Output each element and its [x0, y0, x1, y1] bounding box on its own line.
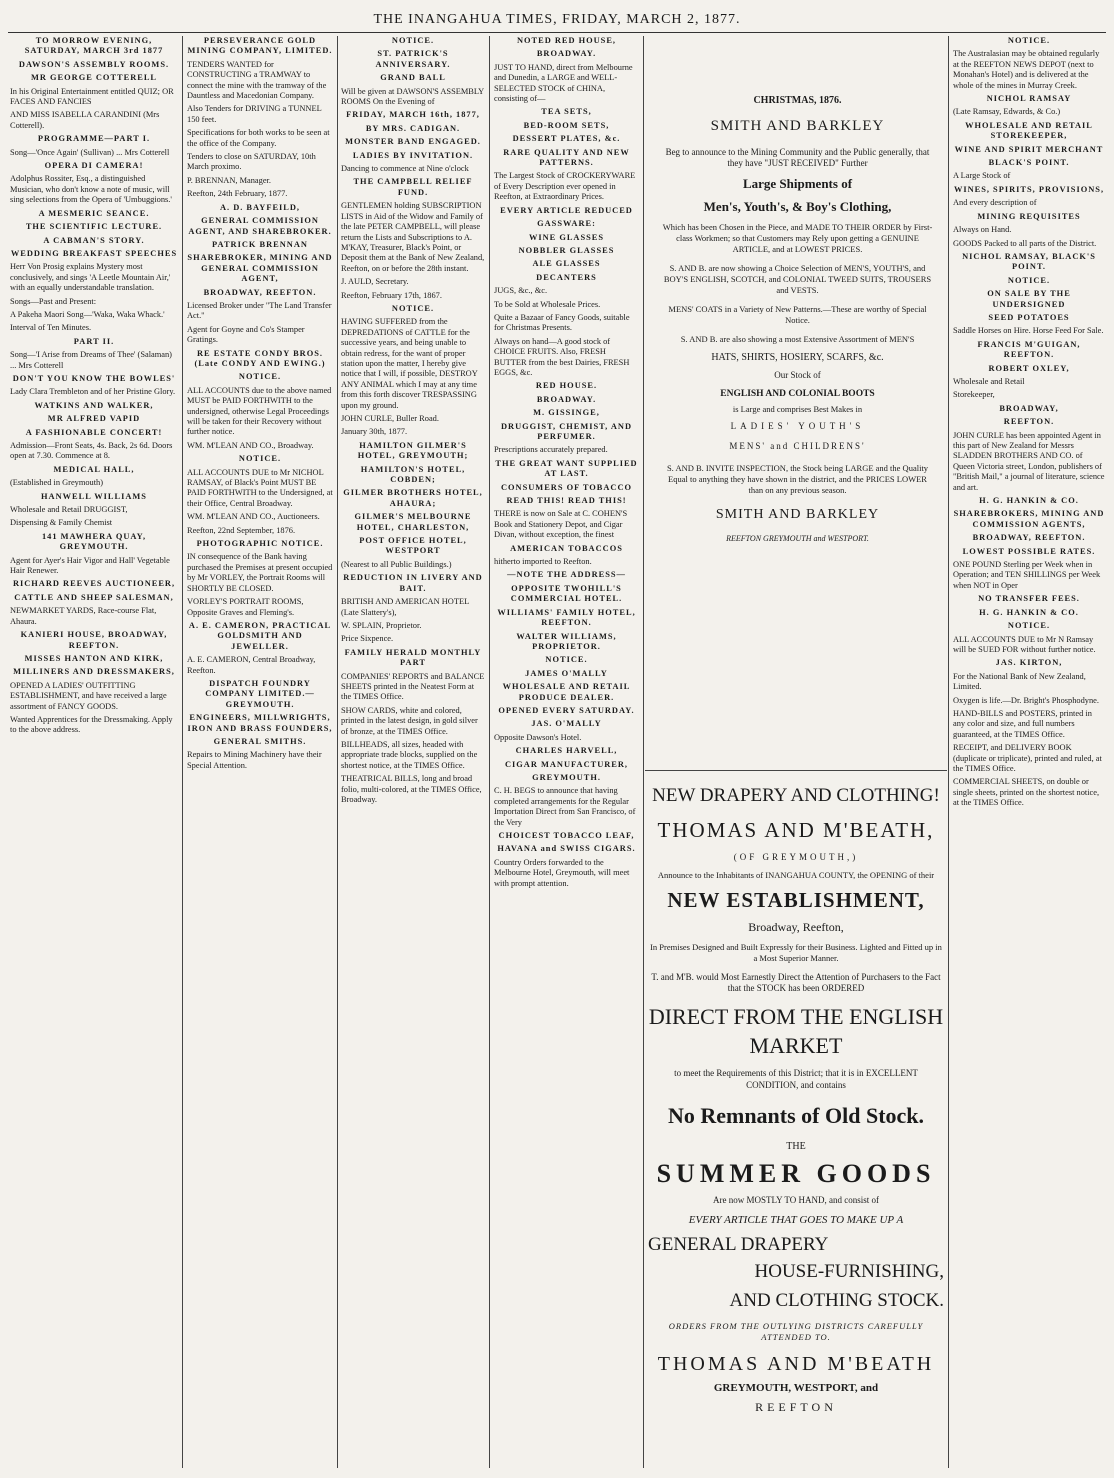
ad-line: LADIES' YOUTH'S — [730, 421, 865, 432]
text-block: VORLEY'S PORTRAIT ROOMS, Opposite Graves and Fleming's. — [187, 597, 304, 617]
ad-line: ORDERS FROM THE OUTLYING DISTRICTS CAREFULLY ATTENDED TO. — [668, 1321, 924, 1343]
text-block: Lady Clara Trembleton and of her Pristine Glory. — [10, 387, 176, 397]
text-block: GILMER'S MELBOURNE HOTEL, CHARLESTON, — [354, 512, 472, 532]
text-block: Repairs to Mining Machinery have their Special Attention. — [187, 750, 322, 770]
text-block: TENDERS WANTED for CONSTRUCTING a TRAMWAY to connect the mine with the tramway of the Dauntless and Macedonian Company. — [187, 59, 327, 101]
text-block: Tenders to close on SATURDAY, 10th March proximo. — [187, 152, 316, 172]
text-block: FAMILY HERALD MONTHLY PART — [344, 647, 482, 668]
ad-line: to meet the Requirements of this District; that it is in EXCELLENT CONDITION, and contains — [674, 1068, 918, 1091]
ad-line: DIRECT FROM THE ENGLISH MARKET — [648, 1004, 944, 1058]
text-block: TO MORROW EVENING, SATURDAY, MARCH 3rd 1877 — [24, 36, 164, 56]
column-1 — [10, 36, 178, 1468]
text-block: For the National Bank of New Zealand, Limited. — [953, 671, 1086, 692]
text-block: Opposite Dawson's Hotel. — [494, 732, 582, 742]
ad-line: AND CLOTHING STOCK. — [729, 1289, 944, 1311]
text-block: THEATRICAL BILLS, long and broad folio, multi-colored, at the TIMES Office, Broadway. — [341, 774, 482, 804]
ad-line: T. and M'B. would Most Earnestly Direct the Attention of Purchasers to the Fact that the STOCK has been ORDERED — [651, 971, 941, 994]
text-block: ALE GLASSES — [532, 259, 601, 269]
ad-line: Our Stock of — [774, 370, 821, 381]
text-block: A MESMERIC SEANCE. — [38, 208, 150, 218]
text-block: EVERY ARTICLE REDUCED — [500, 205, 633, 215]
text-block: OPENED A LADIES' OUTFITTING ESTABLISHMENT, and have received a large assortment of FANCY GOODS. — [10, 680, 167, 711]
text-block: SEED POTATOES — [988, 312, 1070, 322]
text-block: Agent for Goyne and Co's Stamper Gratings. — [187, 324, 305, 345]
text-block: Wholesale and Retail — [953, 376, 1025, 386]
text-block: MONSTER BAND ENGAGED. — [345, 137, 481, 147]
ad-line: Are now MOSTLY TO HAND, and consist of — [713, 1195, 879, 1206]
text-block: Prescriptions accurately prepared. — [494, 445, 608, 455]
ad-line: MENS' COATS in a Variety of New Patterns.—These are worthy of Special Notice. — [668, 304, 927, 326]
text-block: Agent for Ayer's Hair Vigor and Hall' Vegetable Hair Renewer. — [10, 555, 170, 576]
text-block: OPERA DI CAMERA! — [44, 161, 144, 171]
text-block: CIGAR MANUFACTURER, — [504, 759, 629, 769]
text-block: W. SPLAIN, Proprietor. — [341, 620, 422, 630]
thomas-mbeath-ad — [648, 778, 944, 1468]
text-block: WM. M'LEAN AND CO., Broadway. — [187, 440, 314, 450]
ad-line: In Premises Designed and Built Expressly for their Business. Lighted and Fitted up in a Most Superior Manner. — [650, 941, 942, 963]
text-block: 141 MAWHERA QUAY, GREYMOUTH. — [41, 531, 147, 552]
text-block: P. BRENNAN, Manager. — [187, 175, 271, 185]
text-block: PART II. — [73, 336, 115, 346]
text-block: WM. M'LEAN AND CO., Auctioneers. — [187, 512, 320, 522]
text-block: A. E. CAMERON, PRACTICAL GOLDSMITH AND JEWELLER. — [188, 620, 332, 651]
text-block: WILLIAMS' FAMILY HOTEL, REEFTON. — [497, 607, 636, 628]
text-block: BED-ROOM SETS, — [523, 120, 610, 130]
text-block: Reefton, February 17th, 1867. — [341, 290, 442, 300]
text-block: ENGINEERS, MILLWRIGHTS, IRON AND BRASS FOUNDERS, — [187, 713, 333, 733]
text-block: Country Orders forwarded to the Melbourne Hotel, Greymouth, will meet with prompt attention. — [494, 857, 630, 888]
text-block: ROBERT OXLEY, — [988, 363, 1070, 373]
text-block: GENERAL SMITHS. — [213, 736, 307, 746]
text-block: NOTICE. — [545, 655, 588, 665]
ad-line: NEW DRAPERY AND CLOTHING! — [652, 785, 940, 806]
text-block: NOBBLER GLASSES — [518, 245, 615, 255]
text-block: Interval of Ten Minutes. — [10, 323, 92, 333]
text-block: REDUCTION IN LIVERY AND BAIT. — [343, 573, 483, 593]
text-block: GREYMOUTH. — [532, 772, 601, 782]
text-block: DESSERT PLATES, &c. — [512, 134, 621, 144]
ad-line: MENS' and CHILDRENS' — [729, 440, 866, 451]
text-block: REEFTON. — [1003, 417, 1055, 427]
text-block: NOTICE. — [238, 454, 282, 464]
text-block: Song—'Once Again' (Sullivan) ... Mrs Cotterell — [10, 147, 170, 157]
text-block: (Established in Greymouth) — [10, 478, 104, 488]
ad-line: No Remnants of Old Stock. — [667, 1102, 925, 1128]
text-block: JOHN CURLE has been appointed Agent in this part of New Zealand for Messrs SLADDEN BROTHERS AND CO. of Queen Victoria street, London, publishers of "British Mail," a journal of literature, science and art. — [953, 430, 1105, 492]
text-block: hitherto imported to Reefton. — [494, 557, 592, 567]
smith-barkley-ad — [660, 92, 935, 752]
text-block: NO TRANSFER FEES. — [978, 594, 1080, 604]
text-block: RARE QUALITY AND NEW PATTERNS. — [503, 147, 630, 168]
text-block: JUGS, &c., &c. — [494, 286, 548, 296]
text-block: SHAREBROKERS, MINING AND COMMISSION AGENTS, — [953, 509, 1105, 529]
text-block: JAMES O'MALLY — [525, 668, 608, 678]
text-block: GOODS Packed to all parts of the District. — [953, 238, 1097, 248]
text-block: J. AULD, Secretary. — [341, 277, 409, 287]
ad-line: EVERY ARTICLE THAT GOES TO MAKE UP A — [688, 1213, 904, 1226]
text-block: H. G. HANKIN & CO. — [979, 607, 1079, 617]
text-block: —NOTE THE ADDRESS— — [507, 570, 626, 580]
text-block: Always on Hand. — [953, 225, 1012, 235]
text-block: Oxygen is life.—Dr. Bright's Phosphodyne. — [953, 695, 1099, 705]
text-block: GASSWARE: — [537, 219, 596, 229]
text-block: BROADWAY, REEFTON. — [972, 533, 1086, 543]
column-2 — [187, 36, 333, 1468]
text-block: NOTICE. — [238, 372, 282, 382]
text-block: HAND-BILLS and POSTERS, printed in any color and size, and full numbers guaranteed, at the TIMES Office. — [953, 708, 1092, 739]
ad-line: HATS, SHIRTS, HOSIERY, SCARFS, &c. — [711, 352, 884, 364]
text-block: MEDICAL HALL, — [53, 464, 135, 474]
text-block: In his Original Entertainment entitled QUIZ; OR FACES AND FANCIES — [10, 86, 174, 107]
text-block: A CABMAN'S STORY. — [43, 235, 145, 245]
ad-line: Large Shipments of — [742, 175, 853, 191]
text-block: A. E. CAMERON, Central Broadway, Reefton. — [187, 655, 316, 675]
text-block: NICHOL RAMSAY, BLACK'S POINT. — [962, 251, 1096, 272]
text-block: CHOICEST TOBACCO LEAF, — [498, 831, 635, 840]
ad-line: Men's, Youth's, & Boy's Clothing, — [703, 198, 892, 214]
text-block: PHOTOGRAPHIC NOTICE. — [196, 539, 324, 549]
text-block: Also Tenders for DRIVING a TUNNEL 150 feet. — [187, 104, 322, 124]
text-block: Saddle Horses on Hire. Horse Feed For Sale. — [953, 326, 1104, 336]
text-block: HAMILTON'S HOTEL, COBDEN; — [360, 464, 466, 485]
text-block: HANWELL WILLIAMS — [41, 491, 147, 501]
text-block: JAS. O'MALLY — [531, 719, 602, 729]
text-block: JUST TO HAND, direct from Melbourne and Dunedin, a LARGE and WELL-SELECTED STOCK of CHINA, consisting of— — [494, 62, 633, 104]
column-3 — [341, 36, 485, 1468]
text-block: The Largest Stock of CROCKERYWARE of Every Description ever opened in Reefton, at Extraordinary Prices. — [494, 171, 636, 202]
text-block: Dancing to commence at Nine o'clock — [341, 164, 469, 174]
text-block: Will be given at DAWSON'S ASSEMBLY ROOMS On the Evening of — [341, 86, 484, 107]
text-block: BROADWAY. — [536, 394, 597, 404]
column-4 — [494, 36, 639, 1468]
text-block: Specifications for both works to be seen at the office of the Company. — [187, 128, 330, 148]
text-block: BY MRS. CADIGAN. — [365, 123, 461, 133]
text-block: PROGRAMME—PART I. — [37, 134, 151, 144]
ad-line: GENERAL DRAPERY — [648, 1234, 829, 1256]
text-block: M. GISSINGE, — [533, 408, 600, 418]
text-block: Reefton, 22nd September, 1876. — [187, 525, 296, 535]
text-block: BRITISH AND AMERICAN HOTEL (Late Slattery's), — [341, 597, 469, 617]
text-block: FRANCIS M'GUIGAN, REEFTON. — [977, 339, 1081, 360]
text-block: NOTICE. — [391, 36, 435, 45]
text-block: ALL ACCOUNTS DUE to Mr NICHOL RAMSAY, of Black's Point MUST BE PAID FORTHWITH to the Undersigned, at their Office, Central Broadway. — [187, 467, 333, 508]
ad-line: SMITH AND BARKLEY — [715, 506, 880, 522]
text-block: RE ESTATE CONDY BROS. (Late CONDY AND EWING.) — [194, 348, 326, 368]
text-block: MR GEORGE COTTERELL — [30, 73, 158, 83]
text-block: BROADWAY, REEFTON. — [203, 287, 317, 297]
text-block: WINE AND SPIRIT MERCHANT — [954, 144, 1104, 154]
text-block: HAVANA and SWISS CIGARS. — [497, 844, 636, 854]
ad-line: Announce to the Inhabitants of INANGAHUA COUNTY, the OPENING of their — [657, 869, 935, 880]
text-block: Always on hand—A good stock of CHOICE FRUITS. Also, FRESH BUTTER from the best Dairies, FRESH EGGS, &c. — [494, 336, 630, 377]
text-block: (Nearest to all Public Buildings.) — [341, 559, 452, 569]
ad-line: HOUSE-FURNISHING, — [754, 1260, 944, 1282]
ad-line: Broadway, Reefton, — [748, 920, 844, 935]
text-block: January 30th, 1877. — [341, 427, 408, 437]
text-block: OPPOSITE TWOHILL'S COMMERCIAL HOTEL. — [510, 583, 623, 604]
text-block: GENTLEMEN holding SUBSCRIPTION LISTS in Aid of the Widow and Family of the late PETER CAMPBELL, will please return the Lists and Subscriptions to A. M'KAY, Treasurer, Black's Point, or Deposit them at the Bank of New Zealand, Reefton, on or before the 28th instant. — [341, 201, 485, 273]
text-block: A FASHIONABLE CONCERT! — [25, 427, 163, 437]
column-divider — [337, 36, 338, 1468]
text-block: LADIES BY INVITATION. — [352, 150, 474, 160]
text-block: NOTICE. — [1007, 621, 1051, 631]
text-block: THE CAMPBELL RELIEF FUND. — [353, 177, 473, 197]
text-block: DECANTERS — [536, 272, 597, 282]
text-block: ON SALE BY THE UNDERSIGNED — [987, 289, 1071, 309]
ad-line: GREYMOUTH, WESTPORT, and — [713, 1382, 879, 1395]
text-block: MR ALFRED VAPID — [47, 414, 141, 424]
text-block: RED HOUSE. — [535, 381, 598, 391]
text-block: IN consequence of the Bank having purchased the Premises at present occupied by Mr VORLEY, the Portrait Rooms will SHORTLY BE CLOSED. — [187, 552, 333, 593]
text-block: And every description of — [953, 198, 1037, 208]
text-block: AND MISS ISABELLA CARANDINI (Mrs Cotterell). — [10, 110, 160, 130]
text-block: To be Sold at Wholesale Prices. — [494, 299, 601, 309]
ad-line: Beg to announce to the Mining Community and the Public generally, that they have "JUST RECEIVED" Further — [665, 146, 930, 169]
ad-line: THOMAS AND M'BEATH — [657, 1353, 935, 1376]
text-block: CATTLE AND SHEEP SALESMAN, — [14, 592, 174, 602]
text-block: GRAND BALL — [380, 73, 446, 83]
text-block: ALL ACCOUNTS DUE to Mr N Ramsay will be SUED FOR without further notice. — [953, 634, 1096, 654]
text-block: NEWMARKET YARDS, Race-course Flat, Ahaura. — [10, 606, 157, 626]
ad-line: is Large and comprises Best Makes in — [732, 404, 863, 415]
text-block: THERE is now on Sale at C. COHEN'S Book and Stationery Depot, and Cigar Divan, without exception, the finest — [494, 509, 628, 540]
text-block: HAMILTON GILMER'S HOTEL, GREYMOUTH; — [357, 440, 469, 461]
text-block: WATKINS AND WALKER, — [34, 400, 154, 410]
text-block: Reefton, 24th February, 1877. — [187, 189, 288, 199]
text-block: (Late Ramsay, Edwards, & Co.) — [953, 107, 1061, 117]
ad-line: CHRISTMAS, 1876. — [753, 95, 842, 106]
text-block: AMERICAN TOBACCOS — [510, 543, 623, 553]
text-block: Wholesale and Retail DRUGGIST, — [10, 505, 128, 515]
ad-line: Which has been Chosen in the Piece, and MADE TO THEIR ORDER by First-class Workmen; so that Customers may Rely upon getting a GENUINE ARTICLE, and at LOWEST PRICES. — [662, 221, 933, 254]
text-block: C. H. BEGS to announce that having completed arrangements for the Regular Importation Direct from San Francisco, of the Very — [494, 786, 636, 827]
text-block: PATRICK BRENNAN — [212, 239, 308, 249]
ad-line: REEFTON — [755, 1399, 837, 1414]
text-block: PERSEVERANCE GOLD MINING COMPANY, LIMITED. — [187, 36, 333, 56]
text-block: HAVING SUFFERED from the DEPREDATIONS of CATTLE for the successive years, and being unable to obtain redress, for the want of proper station upon the matter, I hereby give notice that I will, if possible, DESTROY ANY ANIMAL which I may at any time from this forth discover TRESPASSING upon my ground. — [341, 317, 478, 410]
text-block: GENERAL COMMISSION AGENT, AND SHAREBROKER. — [188, 216, 332, 236]
text-block: SHAREBROKER, MINING AND GENERAL COMMISSION AGENT, — [187, 253, 333, 284]
ad-line: S. AND B. are now showing a Choice Selection of MEN'S, YOUTH'S, and BOY'S ENGLISH, SCOTCH, and COLONIAL TWEED SUITS, TROUSERS and VESTS. — [663, 262, 932, 295]
text-block: BILLHEADS, all sizes, headed with appropriate trade blocks, supplied on the shortest notice, at the TIMES Office. — [341, 739, 478, 770]
text-block: Dispensing & Family Chemist — [10, 518, 113, 528]
text-block: Song—'I Arise from Dreams of Thee' (Salaman) ... Mrs Cotterell — [10, 350, 172, 370]
text-block: H. G. HANKIN & CO. — [979, 496, 1079, 506]
section-rule — [645, 770, 947, 771]
text-block: MILLINERS AND DRESSMAKERS, — [13, 667, 175, 677]
ad-line: ENGLISH AND COLONIAL BOOTS — [720, 388, 875, 399]
ad-line: REEFTON GREYMOUTH and WESTPORT. — [726, 533, 869, 543]
ad-line: S. AND B. are also showing a most Extensive Assortment of MEN'S — [680, 334, 915, 345]
ad-line: THE — [786, 1141, 806, 1153]
ad-line: SMITH AND BARKLEY — [710, 118, 885, 134]
text-block: OPENED EVERY SATURDAY. — [498, 705, 635, 715]
text-block: LOWEST POSSIBLE RATES. — [962, 546, 1096, 556]
text-block: NOTED RED HOUSE, — [516, 36, 617, 45]
text-block: JAS. KIRTON, — [995, 658, 1063, 668]
text-block: WEDDING BREAKFAST SPEECHES — [10, 248, 178, 258]
text-block: COMPANIES' REPORTS and BALANCE SHEETS printed in the Neatest Form at the TIMES Office. — [341, 671, 485, 702]
text-block: NICHOL RAMSAY — [986, 94, 1072, 104]
text-block: MISSES HANTON AND KIRK, — [24, 653, 164, 663]
text-block: DRUGGIST, CHEMIST, AND PERFUMER. — [500, 421, 633, 441]
text-block: Price Sixpence. — [341, 634, 394, 644]
text-block: KANIERI HOUSE, BROADWAY, REEFTON. — [20, 630, 168, 650]
ad-line: SUMMER GOODS — [656, 1159, 936, 1189]
text-block: WALTER WILLIAMS, PROPRIETOR. — [516, 631, 617, 651]
text-block: The Australasian may be obtained regularly at the REEFTON NEWS DEPOT (next to Monahan's Hotel) and is delivered at the whole of the mines in Murray Creek. — [953, 49, 1100, 90]
text-block: ALL ACCOUNTS due to the above named MUST be PAID FORTHWITH to the undersigned, otherwise Legal Proceedings will be taken for their Recovery without further notice. — [187, 385, 332, 437]
text-block: Herr Von Prosig explains Mystery most conclusively, and sings 'A Leetle Mountain Air,' with an equally understandable translation. — [10, 262, 171, 293]
text-block: WINES, SPIRITS, PROVISIONS, — [953, 184, 1105, 194]
text-block: COMMERCIAL SHEETS, on double or single sheets, printed on the shortest notice, at the TIMES Office. — [953, 777, 1100, 808]
masthead: THE INANGAHUA TIMES, FRIDAY, MARCH 2, 1877. — [373, 12, 741, 27]
text-block: NOTICE. — [1007, 36, 1051, 45]
text-block: BLACK'S POINT. — [988, 158, 1070, 168]
text-block: CHARLES HARVELL, — [515, 746, 618, 756]
text-block: ST. PATRICK'S ANNIVERSARY. — [375, 49, 451, 69]
text-block: READ THIS! READ THIS! — [506, 496, 627, 506]
text-block: WINE GLASSES — [528, 232, 605, 242]
text-block: DON'T YOU KNOW THE BOWLES' — [12, 373, 176, 383]
column-divider — [489, 36, 490, 1468]
text-block: WHOLESALE AND RETAIL STOREKEEPER, — [965, 120, 1093, 141]
text-block: THE GREAT WANT SUPPLIED AT LAST. — [495, 458, 638, 479]
text-block: RICHARD REEVES AUCTIONEER, — [12, 579, 176, 589]
column-divider — [948, 36, 949, 1468]
text-block: SHOW CARDS, white and colored, printed in the latest design, in gold silver of bronze, at the TIMES Office. — [341, 705, 478, 736]
text-block: BROADWAY. — [536, 49, 597, 59]
text-block: BROADWAY, — [999, 403, 1059, 413]
text-block: Admission—Front Seats, 4s. Back, 2s 6d. Doors open at 7.30. Commence at 8. — [10, 441, 173, 461]
text-block: FRIDAY, MARCH 16th, 1877, — [346, 110, 480, 120]
text-block: DISPATCH FOUNDRY COMPANY LIMITED.—GREYMOUTH. — [205, 678, 315, 709]
text-block: Wanted Apprentices for the Dressmaking. Apply to the above address. — [10, 714, 173, 735]
column-6 — [953, 36, 1105, 1468]
text-block: RECEIPT, and DELIVERY BOOK (duplicate or triplicate), printed and ruled, at the TIMES Office. — [953, 743, 1102, 773]
text-block: A Large Stock of — [953, 171, 1011, 181]
text-block: WHOLESALE AND RETAIL PRODUCE DEALER. — [502, 682, 631, 702]
text-block: A. D. BAYFEILD, — [219, 202, 301, 212]
text-block: ONE POUND Sterling per Week when in Operation; and TEN SHILLINGS per Week when NOT in Oper — [953, 560, 1101, 590]
ad-line: NEW ESTABLISHMENT, — [667, 887, 925, 912]
text-block: DAWSON'S ASSEMBLY ROOMS. — [18, 59, 170, 69]
ad-line: THOMAS AND M'BEATH, — [657, 817, 935, 842]
text-block: POST OFFICE HOTEL, WESTPORT — [359, 536, 467, 556]
text-block: CONSUMERS OF TOBACCO — [500, 482, 633, 492]
text-block: THE SCIENTIFIC LECTURE. — [25, 222, 163, 232]
text-block: NOTICE. — [1007, 275, 1051, 285]
text-block: Storekeeper, — [953, 390, 995, 400]
text-block: Quite a Bazaar of Fancy Goods, suitable for Christmas Presents. — [494, 312, 630, 333]
column-divider — [182, 36, 183, 1468]
text-block: GILMER BROTHERS HOTEL, AHAURA; — [343, 488, 483, 508]
text-block: NOTICE. — [391, 303, 435, 313]
text-block: A Pakeha Maori Song—'Waka, Waka Whack.' — [10, 309, 165, 319]
text-block: JOHN CURLE, Buller Road. — [341, 414, 439, 423]
column-divider — [643, 36, 644, 1468]
masthead-rule — [8, 32, 1106, 33]
text-block: TEA SETS, — [541, 107, 592, 117]
text-block: Songs—Past and Present: — [10, 296, 97, 306]
text-block: Licensed Broker under "The Land Transfer Act." — [187, 300, 332, 321]
ad-line: (OF GREYMOUTH,) — [733, 852, 859, 862]
text-block: MINING REQUISITES — [977, 211, 1081, 221]
ad-line: S. AND B. INVITE INSPECTION, the Stock being LARGE and the Quality Equal to anything they have shown in the district, and the PRICES LOWER than on any previous season. — [666, 462, 929, 495]
text-block: Adolphus Rossiter, Esq., a distinguished Musician, who don't know a note of music, will sing selections from the Opera of 'Umbuggions.' — [10, 174, 172, 205]
